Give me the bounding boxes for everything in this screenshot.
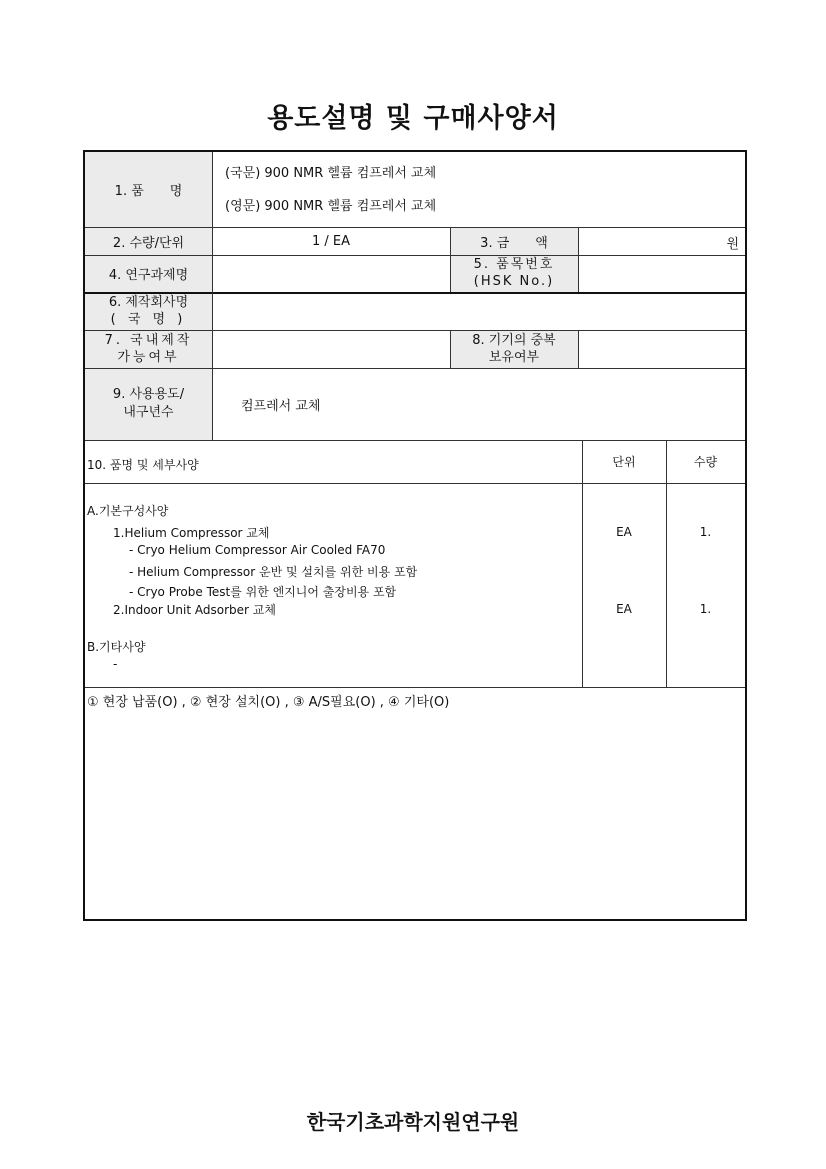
domestic-value [212,330,450,368]
domestic-label-line1: 7. 국내제작 [104,333,193,348]
unit-header: 단위 [612,455,636,469]
spec-item-2: 2.Indoor Unit Adsorber 교체 [113,603,276,617]
duplicate-value [578,330,745,368]
amount-unit: 원 [726,237,739,252]
spec-item-1: 1.Helium Compressor 교체 [113,526,270,540]
amount-label: 3. 금 액 [480,235,548,251]
row-divider [85,483,745,484]
hsk-label-line1: 5. 품목번호 [473,257,555,272]
duplicate-label [450,330,578,368]
item-name-label: 1. 품 명 [114,184,183,199]
usage-label [85,368,212,440]
maker-label-line1: 6. 제작회사명 [108,295,189,310]
delivery-options: ① 현장 납품(O) , ② 현장 설치(O) , ③ A/S필요(O) , ④ 기타(O) [87,695,450,710]
section-b-heading: B.기타사양 [87,640,146,654]
document-title: 용도설명 및 구매사양서 [267,103,559,134]
row-divider [85,687,745,688]
spec-form [83,150,747,921]
duplicate-label-line2: 보유여부 [488,350,540,365]
spec-item-1-qty: 1. [699,525,712,539]
qty-header: 수량 [693,455,718,469]
institution-name: 한국기초과학지원연구원 [306,1110,520,1134]
usage-value: 컴프레서 교체 [241,399,321,414]
project-label: 4. 연구과제명 [108,268,189,283]
project-value [212,255,450,292]
section-b-item: - [113,657,118,671]
domestic-label [85,330,212,368]
maker-label-line2: ( 국 명 ) [110,312,187,327]
usage-label-line2: 내구년수 [123,405,174,420]
maker-label [85,293,212,330]
item-name-english: (영문) 900 NMR 헬륨 컴프레서 교체 [225,199,437,214]
hsk-value [578,255,745,292]
spec-header: 10. 품명 및 세부사양 [87,458,199,472]
spec-item-1-unit: EA [616,525,632,539]
section-a-heading: A.기본구성사양 [87,504,169,518]
spec-item-2-qty: 1. [699,602,712,616]
spec-item-1-detail-3: - Cryo Probe Test를 위한 엔지니어 출장비용 포함 [129,585,397,599]
spec-item-1-detail-2: - Helium Compressor 운반 및 설치를 위한 비용 포함 [129,565,418,579]
maker-value [212,293,745,330]
usage-label-line1: 9. 사용용도/ [112,387,185,402]
domestic-label-line2: 가능여부 [117,350,180,365]
spec-item-2-unit: EA [616,602,632,616]
duplicate-label-line1: 8. 기기의 중복 [472,333,556,348]
item-name-korean: (국문) 900 NMR 헬륨 컴프레서 교체 [225,166,437,181]
qty-unit-label: 2. 수량/단위 [112,235,185,251]
hsk-label [450,255,578,292]
hsk-label-line2: (HSK No.) [473,274,555,289]
spec-item-1-detail-1: - Cryo Helium Compressor Air Cooled FA70 [129,543,386,557]
qty-unit-value: 1 / EA [311,233,351,249]
